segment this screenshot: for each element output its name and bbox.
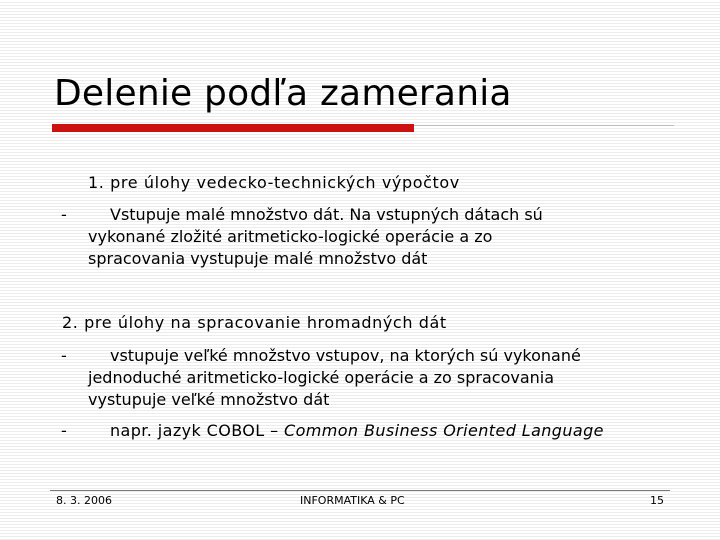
- bullet-line: vstupuje veľké množstvo vstupov, na ktorých sú vykonané: [110, 346, 581, 365]
- bullet-text-prefix: napr. jazyk COBOL –: [110, 421, 284, 440]
- title-divider-line: [414, 125, 674, 126]
- bullet-text: [110, 420, 604, 442]
- bullet-text: [88, 204, 543, 270]
- bullet-line: spracovania vystupuje malé množstvo dát: [88, 249, 428, 268]
- bullet-line: Vstupuje malé množstvo dát. Na vstupných dátach sú: [110, 205, 543, 224]
- page-number: 15: [650, 494, 664, 507]
- bullet-marker: -: [61, 205, 67, 224]
- bullet-marker: -: [61, 346, 67, 365]
- section-heading-2: 2. pre úlohy na spracovanie hromadných dát: [62, 313, 447, 332]
- footer-divider-line: [50, 490, 670, 491]
- bullet-text-italic: Common Business Oriented Language: [284, 421, 604, 440]
- bullet-line: vystupuje veľké množstvo dát: [88, 390, 330, 409]
- section-heading-1: 1. pre úlohy vedecko-technických výpočtov: [88, 173, 460, 192]
- title-accent-bar: [52, 124, 414, 132]
- slide-title: Delenie podľa zamerania: [54, 73, 512, 114]
- bullet-text: [88, 345, 581, 411]
- footer-label: INFORMATIKA & PC: [300, 494, 405, 507]
- bullet-line: vykonané zložité aritmeticko-logické operácie a zo: [88, 227, 493, 246]
- bullet-line: jednoduché aritmeticko-logické operácie a zo spracovania: [88, 368, 555, 387]
- footer-date: 8. 3. 2006: [56, 494, 112, 507]
- bullet-marker: -: [61, 421, 67, 440]
